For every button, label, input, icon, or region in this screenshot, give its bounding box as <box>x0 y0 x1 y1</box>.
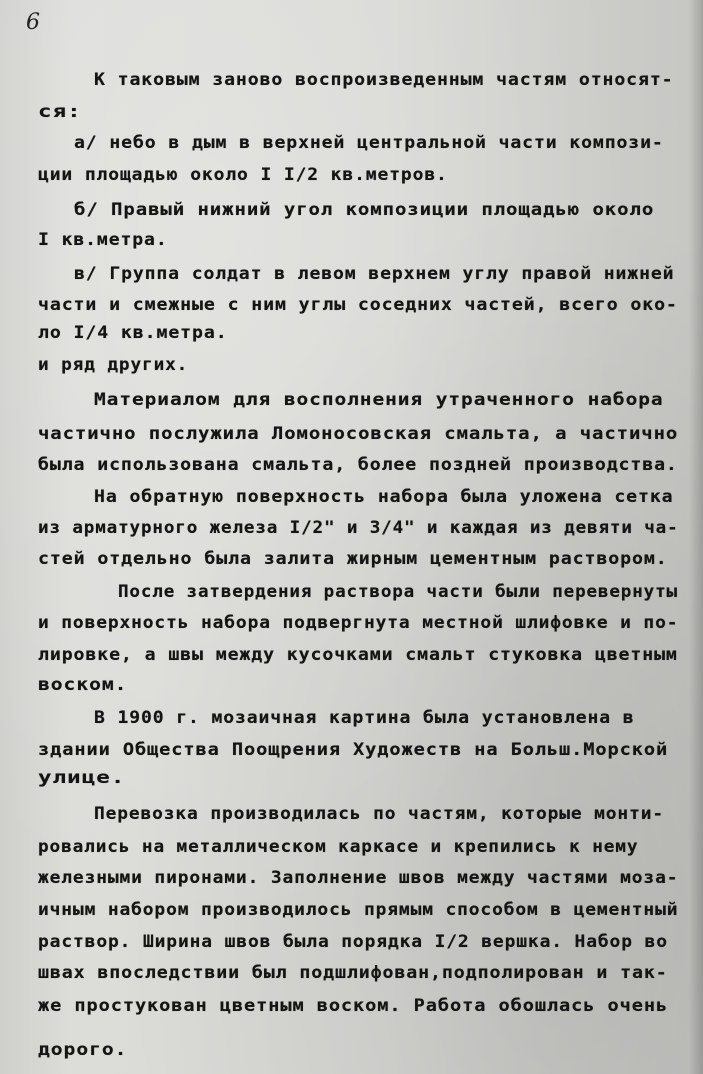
text-line: В 1900 г. мозаичная картина была установлена в <box>94 708 635 727</box>
text-line: была использована смальта, более поздней производства. <box>38 455 678 474</box>
text-line: ся: <box>38 102 82 121</box>
text-line: Перевозка производилась по частям, которые монти- <box>94 804 664 823</box>
text-line: После затвердения раствора части были перевернуты <box>118 582 678 601</box>
text-line: части и смежные с ним углы соседних частей, всего око- <box>38 295 678 314</box>
text-line: из арматурного железа I/2" и 3/4" и каждая из девяти ча- <box>38 518 679 537</box>
text-line: б/ Правый нижний угол композиции площадью около <box>74 200 655 219</box>
text-line: здании Общества Поощрения Художеств на Больш.Морской <box>38 740 669 759</box>
text-line: и ряд других. <box>38 355 189 374</box>
text-line: ичным набором производилось прямым способом в цементный <box>38 900 679 919</box>
text-line: дорого. <box>38 1040 128 1059</box>
text-line: в/ Группа солдат в левом верхнем углу правой нижней <box>74 264 675 283</box>
text-line: воском. <box>38 675 128 694</box>
text-line: же простукован цветным воском. Работа обошлась очень <box>38 996 669 1015</box>
text-line: ло I/4 кв.метра. <box>38 323 228 342</box>
text-line: Материалом для восполнения утраченного набора <box>94 390 664 409</box>
text-line: железными пиронами. Заполнение швов между частями моза- <box>38 868 679 887</box>
text-line: стей отдельно была залита жирным цементным раствором. <box>38 549 668 568</box>
text-line: и поверхность набора подвергнута местной шлифовке и по- <box>38 613 679 632</box>
text-line: частично послужила Ломоносовская смальта, а частично <box>38 424 679 443</box>
page-number: 6 <box>26 10 40 35</box>
text-line: а/ небо в дым в верхней центральной части компози- <box>74 133 664 152</box>
text-line: швах впоследствии был подшлифован,подполирован и так- <box>38 963 668 982</box>
page-edge-shadow <box>689 0 703 1074</box>
text-line: раствор. Ширина швов была порядка I/2 вершка. Набор во <box>38 932 668 951</box>
text-line: ровались на металлическом каркасе и крепились к нему <box>38 837 639 856</box>
text-line: ции площадью около I I/2 кв.метров. <box>38 165 448 184</box>
text-line: На обратную поверхность набора была уложена сетка <box>94 487 674 506</box>
text-line: улице. <box>38 768 126 787</box>
text-line: I кв.метра. <box>38 230 168 249</box>
text-line: лировке, а швы между кусочками смальт стуковка цветным <box>38 645 678 664</box>
text-line: К таковым заново воспроизведенным частям относят- <box>94 70 674 89</box>
